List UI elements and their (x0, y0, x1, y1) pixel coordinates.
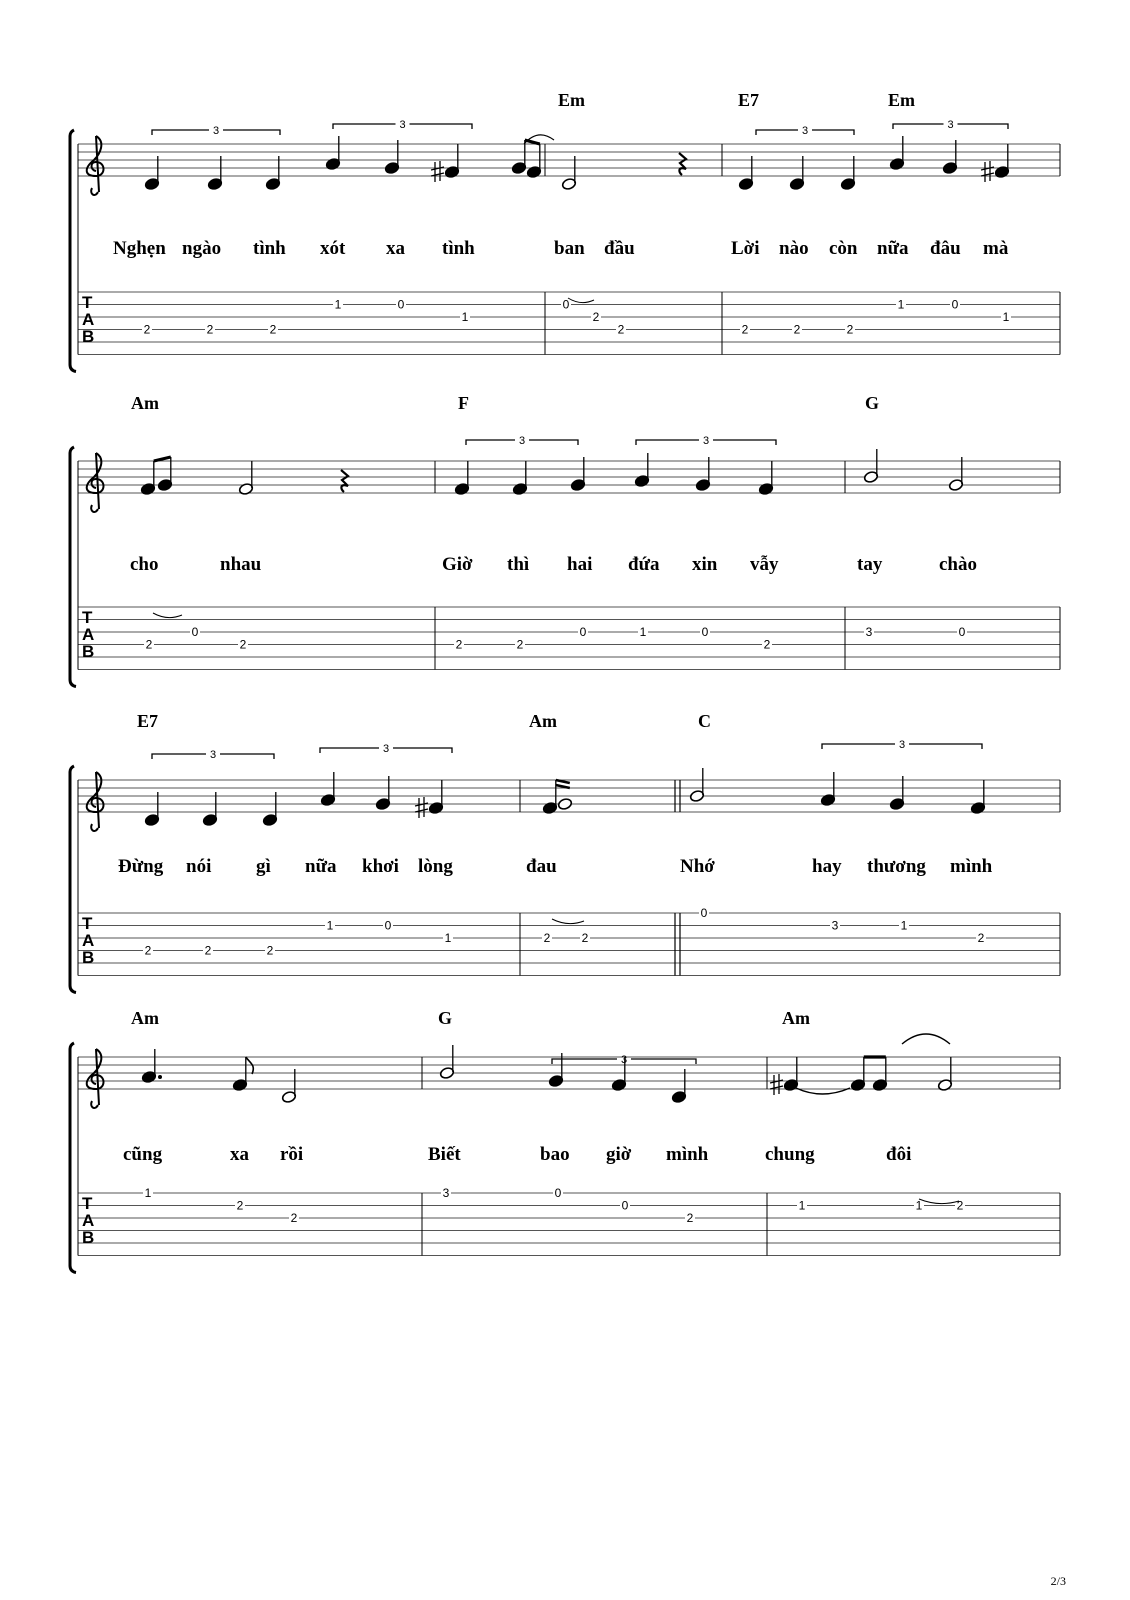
tab-number: 0 (958, 625, 966, 639)
tab-number: 2 (846, 322, 854, 337)
tab-number: 1 (900, 918, 908, 933)
tab-number: 2 (617, 322, 625, 337)
tab-number: 2 (145, 637, 153, 652)
treble-clef-icon (87, 772, 104, 831)
tab-number: 0 (700, 906, 708, 920)
lyric-word: thương (867, 856, 926, 877)
system-1 (70, 90, 1060, 372)
tab-number: 0 (384, 918, 392, 933)
lyric-word: cũng (123, 1144, 163, 1165)
tab-number: 2 (266, 943, 274, 958)
tuplet-number: 3 (801, 125, 809, 137)
tab-letter: T (82, 914, 93, 933)
tab-number: 2 (581, 931, 589, 945)
lyric-word: đôi (886, 1144, 912, 1165)
sharp-sign (415, 797, 428, 818)
sharp-sign (981, 161, 994, 182)
tab-number: 2 (516, 637, 524, 652)
lyric-word: thì (507, 554, 530, 575)
tab-number: 2 (239, 637, 247, 652)
tab-number: 0 (579, 625, 587, 639)
lyric-word: vẫy (750, 554, 779, 575)
lyric-word: bao (540, 1144, 570, 1165)
lyric-word: Đừng (118, 856, 164, 877)
tab-number: 1 (897, 297, 905, 312)
lyric-word: Nhớ (680, 856, 715, 877)
tab-number: 1 (798, 1198, 806, 1213)
sharp-sign (431, 161, 444, 182)
tab-number: 1 (461, 310, 469, 324)
tab-letter: B (82, 327, 95, 346)
note-slur (902, 1034, 950, 1044)
tab-number: 0 (554, 1186, 562, 1200)
tab-number: 2 (543, 931, 551, 945)
tab-number: 2 (290, 1211, 298, 1225)
lyric-word: chào (939, 554, 977, 575)
tab-number: 0 (621, 1198, 629, 1213)
system-2 (70, 393, 1060, 687)
page-number: 2/3 (1050, 1574, 1066, 1588)
lyric-word: giờ (606, 1144, 632, 1165)
lyric-word: ban (554, 238, 585, 259)
lyric-word: lòng (418, 856, 453, 877)
chord-symbol: Am (131, 393, 159, 413)
tab-number: 2 (236, 1198, 244, 1213)
tab-letter: T (82, 608, 93, 627)
lyric-word: gì (256, 856, 271, 877)
lyric-word: chung (765, 1144, 815, 1165)
tab-number: 1 (144, 1186, 152, 1200)
chord-symbol: E7 (738, 90, 760, 110)
lyric-word: xin (692, 554, 718, 575)
tuplet-number: 3 (702, 435, 710, 447)
tab-number: 2 (741, 322, 749, 337)
system-bracket (70, 766, 76, 993)
tab-number: 2 (204, 943, 212, 958)
quarter-rest (679, 153, 686, 175)
tab-number: 2 (956, 1198, 964, 1213)
tab-number: 0 (562, 297, 570, 312)
tab-letter: A (82, 310, 95, 329)
note-head (557, 797, 572, 810)
tab-number: 2 (144, 943, 152, 958)
tab-number: 1 (444, 931, 452, 945)
tab-number: 2 (143, 322, 151, 337)
lyric-word: đứa (628, 554, 660, 575)
lyric-word: nhau (220, 554, 262, 575)
tab-number: 0 (701, 625, 709, 639)
lyric-word: đầu (604, 238, 635, 259)
tab-number: 2 (455, 637, 463, 652)
tuplet-number: 3 (620, 1054, 628, 1066)
tab-number: 3 (865, 625, 873, 639)
lyric-word: xa (230, 1144, 249, 1165)
chord-symbol: G (438, 1008, 453, 1028)
lyric-word: hai (567, 554, 593, 575)
tab-slur (568, 298, 594, 303)
chord-symbol: Em (558, 90, 585, 110)
tab-number: 2 (793, 322, 801, 337)
tab-number: 1 (639, 625, 647, 639)
tab-letter: A (82, 625, 95, 644)
tab-number: 2 (269, 322, 277, 337)
tuplet-number: 3 (212, 125, 220, 137)
tab-letter: A (82, 931, 95, 950)
lyric-word: đâu (930, 238, 961, 259)
lyric-word: nào (779, 238, 809, 259)
treble-clef-icon (87, 1049, 104, 1108)
chord-symbol: Em (888, 90, 915, 110)
tab-number: 3 (442, 1186, 450, 1200)
tuplet-number: 3 (947, 119, 954, 131)
tab-number: 2 (206, 322, 214, 337)
system-bracket (70, 130, 76, 372)
lyric-word: nói (186, 856, 212, 877)
lyric-word: hay (812, 856, 842, 877)
chord-symbol: Am (529, 711, 557, 731)
chord-symbol: Am (782, 1008, 810, 1028)
tab-letter: B (82, 948, 95, 967)
lyric-word: nữa (877, 238, 909, 259)
tab-number: 0 (951, 297, 959, 312)
lyric-word: còn (829, 238, 858, 259)
lyric-word: tay (857, 554, 883, 575)
lyric-word: mình (666, 1144, 709, 1165)
lyric-word: ngào (182, 238, 222, 259)
chord-symbol: Am (131, 1008, 159, 1028)
lyric-word: khơi (362, 856, 399, 877)
tab-slur (919, 1199, 959, 1204)
tab-letter: T (82, 293, 93, 312)
tab-slur (153, 613, 182, 618)
tab-letter: A (82, 1211, 95, 1230)
lyric-word: Giờ (442, 554, 473, 575)
system-bracket (70, 1043, 76, 1273)
treble-clef-icon (87, 136, 104, 195)
lyric-word: xa (386, 238, 405, 259)
lyric-word: tình (442, 238, 475, 259)
lyric-word: Lời (731, 238, 760, 259)
tab-number: 0 (191, 625, 199, 639)
lyric-word: rồi (280, 1144, 304, 1165)
sharp-sign (770, 1074, 783, 1095)
system-4 (70, 1008, 1060, 1273)
tab-letter: B (82, 642, 95, 661)
tab-number: 1 (1002, 310, 1010, 324)
tab-letter: T (82, 1194, 93, 1213)
lyric-word: mà (983, 238, 1009, 259)
note-dot (158, 1075, 162, 1079)
tab-number: 0 (397, 297, 405, 312)
tuplet-number: 3 (209, 749, 217, 761)
tab-number: 3 (831, 918, 839, 933)
quarter-rest (341, 470, 348, 492)
tab-number: 2 (763, 637, 771, 652)
tuplet-number: 3 (898, 739, 906, 751)
lyric-word: Biết (428, 1144, 461, 1165)
chord-symbol: F (458, 393, 469, 413)
tuplet-number: 3 (382, 743, 390, 755)
tab-letter: B (82, 1228, 95, 1247)
tuplet-number: 3 (399, 119, 406, 131)
chord-symbol: C (698, 711, 711, 731)
note-beam (154, 457, 171, 461)
tab-number: 2 (977, 931, 985, 945)
system-3 (70, 711, 1060, 993)
tab-slur (552, 919, 584, 924)
lyric-word: nữa (305, 856, 337, 877)
lyric-word: mình (950, 856, 993, 877)
tuplet-number: 3 (518, 435, 526, 447)
lyric-word: Nghẹn (113, 238, 166, 259)
lyric-word: tình (253, 238, 286, 259)
tab-number: 1 (334, 297, 342, 312)
system-bracket (70, 447, 76, 687)
lyric-word: đau (526, 856, 557, 877)
chord-symbol: G (865, 393, 880, 413)
tab-number: 2 (592, 310, 600, 324)
chord-symbol: E7 (137, 711, 159, 731)
lyric-word: cho (130, 554, 159, 575)
lyric-word: xót (320, 238, 346, 259)
treble-clef-icon (87, 453, 104, 512)
tab-number: 1 (326, 918, 334, 933)
tab-number: 2 (686, 1211, 694, 1225)
tab-number: 1 (915, 1198, 923, 1213)
